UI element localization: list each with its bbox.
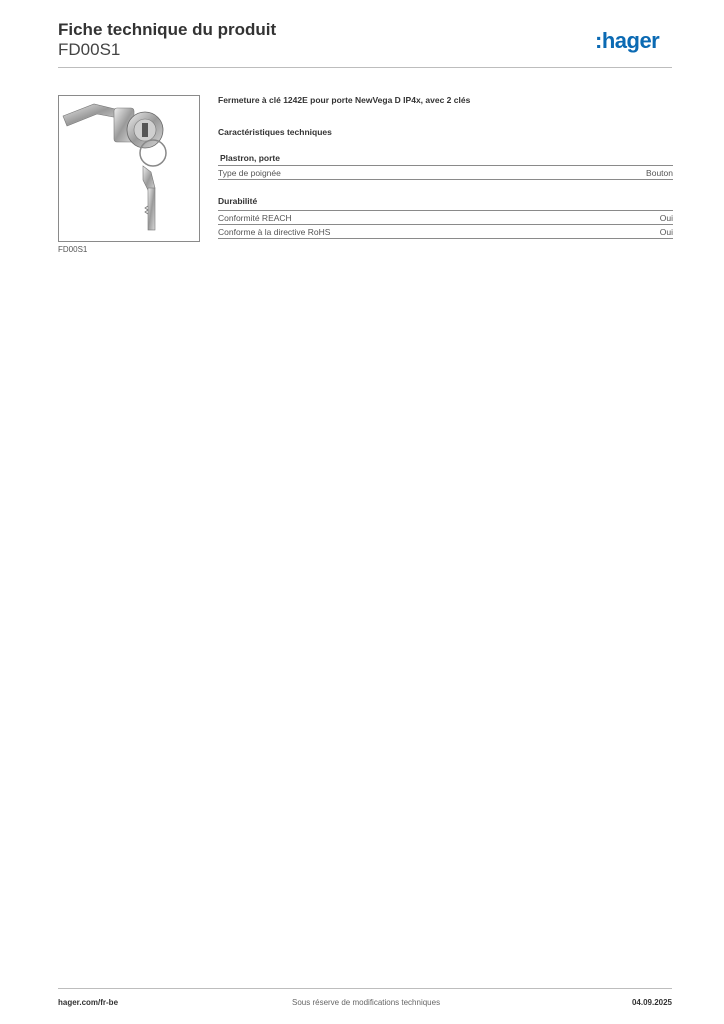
spec-label: Conformité REACH <box>218 213 292 223</box>
spec-value: Bouton <box>646 168 673 178</box>
logo-dots-icon: : <box>595 28 602 53</box>
hager-logo[interactable] <box>595 28 659 54</box>
footer-divider <box>58 988 672 989</box>
footer-date: 04.09.2025 <box>631 998 672 1007</box>
spec-label: Type de poignée <box>218 168 281 178</box>
footer-website-link[interactable]: hager.com/fr-be <box>58 998 119 1007</box>
spec-label: Conforme à la directive RoHS <box>218 227 331 237</box>
product-image <box>58 95 200 242</box>
spec-value: Oui <box>659 213 673 223</box>
spec-row <box>218 225 673 239</box>
spec-row <box>218 166 673 180</box>
spec-group-title: Durabilité <box>218 196 673 211</box>
doc-title: Fiche technique du produit <box>58 20 277 39</box>
product-content <box>218 95 673 239</box>
spec-value: Oui <box>659 227 673 237</box>
key-lock-icon <box>59 96 199 241</box>
spec-row <box>218 211 673 225</box>
specs-heading: Caractéristiques techniques <box>218 127 332 137</box>
logo-text: hager <box>601 28 660 53</box>
image-caption: FD00S1 <box>58 245 88 254</box>
product-reference: FD00S1 <box>58 40 121 59</box>
spec-group-title: Plastron, porte <box>218 153 673 166</box>
product-description: Fermeture à clé 1242E pour porte NewVega D IP4x, avec 2 clés <box>218 95 471 105</box>
header-divider <box>58 67 672 68</box>
footer-disclaimer: Sous réserve de modifications techniques <box>292 998 441 1007</box>
